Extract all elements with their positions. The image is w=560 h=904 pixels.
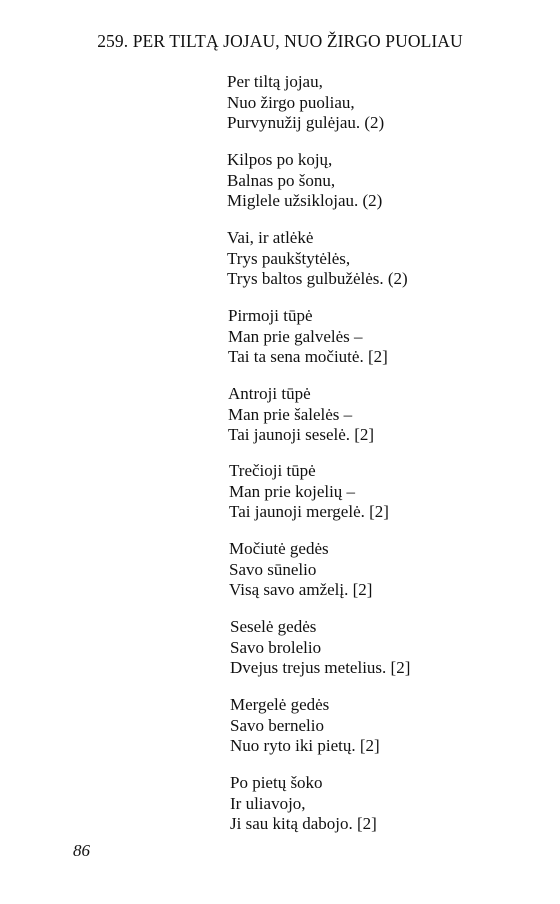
stanza-2: [227, 150, 382, 212]
stanza-line: Savo sūnelio: [229, 559, 317, 579]
stanza-line: Tai ta sena močiutė. [2]: [228, 347, 388, 366]
stanza-1: [227, 72, 384, 134]
stanza-line: Tai jaunoji mergelė. [2]: [229, 502, 389, 521]
stanza-line: Man prie galvelės –: [228, 326, 363, 346]
stanza-line: Pirmoji tūpė: [228, 306, 313, 325]
stanza-line: Man prie šalelės –: [228, 404, 353, 424]
stanza-line: Miglele užsiklojau. (2): [227, 191, 383, 210]
stanza-line: Ir uliavojo,: [230, 793, 306, 813]
stanza-4: [228, 306, 388, 368]
stanza-line: Trys paukštytėlės,: [227, 248, 351, 268]
stanza-line: Trys baltos gulbužėlės. (2): [227, 269, 408, 288]
stanza-9: [230, 695, 380, 757]
stanza-line: Tai jaunoji seselė. [2]: [228, 425, 375, 444]
stanza-line: Man prie kojelių –: [229, 481, 356, 501]
stanza-line: Visą savo amželį. [2]: [229, 580, 373, 599]
page-number: 86: [73, 841, 90, 860]
stanza-5: [228, 384, 374, 446]
stanza-3: [227, 228, 408, 290]
stanza-line: Antroji tūpė: [228, 384, 311, 403]
stanza-6: [229, 461, 389, 523]
stanza-line: Purvynužij gulėjau. (2): [227, 113, 385, 132]
stanza-line: Kilpos po kojų,: [227, 150, 333, 169]
stanza-line: Ji sau kitą dabojo. [2]: [230, 814, 377, 833]
stanza-8: [230, 617, 410, 679]
stanza-line: Seselė gedės: [230, 617, 317, 636]
stanza-line: Trečioji tūpė: [229, 461, 316, 480]
stanza-line: Per tiltą jojau,: [227, 72, 323, 91]
stanza-10: [230, 773, 377, 835]
stanza-line: Savo brolelio: [230, 637, 322, 657]
stanza-7: [229, 539, 372, 601]
stanza-line: Balnas po šonu,: [227, 170, 336, 190]
stanza-line: Savo bernelio: [230, 715, 324, 735]
stanza-line: Vai, ir atlėkė: [227, 228, 314, 247]
stanza-line: Mergelė gedės: [230, 695, 330, 714]
stanza-line: Dvejus trejus metelius. [2]: [230, 658, 411, 677]
stanza-line: Po pietų šoko: [230, 773, 323, 792]
stanza-line: Nuo ryto iki pietų. [2]: [230, 736, 380, 755]
stanza-line: Nuo žirgo puoliau,: [227, 92, 355, 112]
page-title: 259. PER TILTĄ JOJAU, NUO ŽIRGO PUOLIAU: [97, 31, 463, 51]
stanza-line: Močiutė gedės: [229, 539, 329, 558]
